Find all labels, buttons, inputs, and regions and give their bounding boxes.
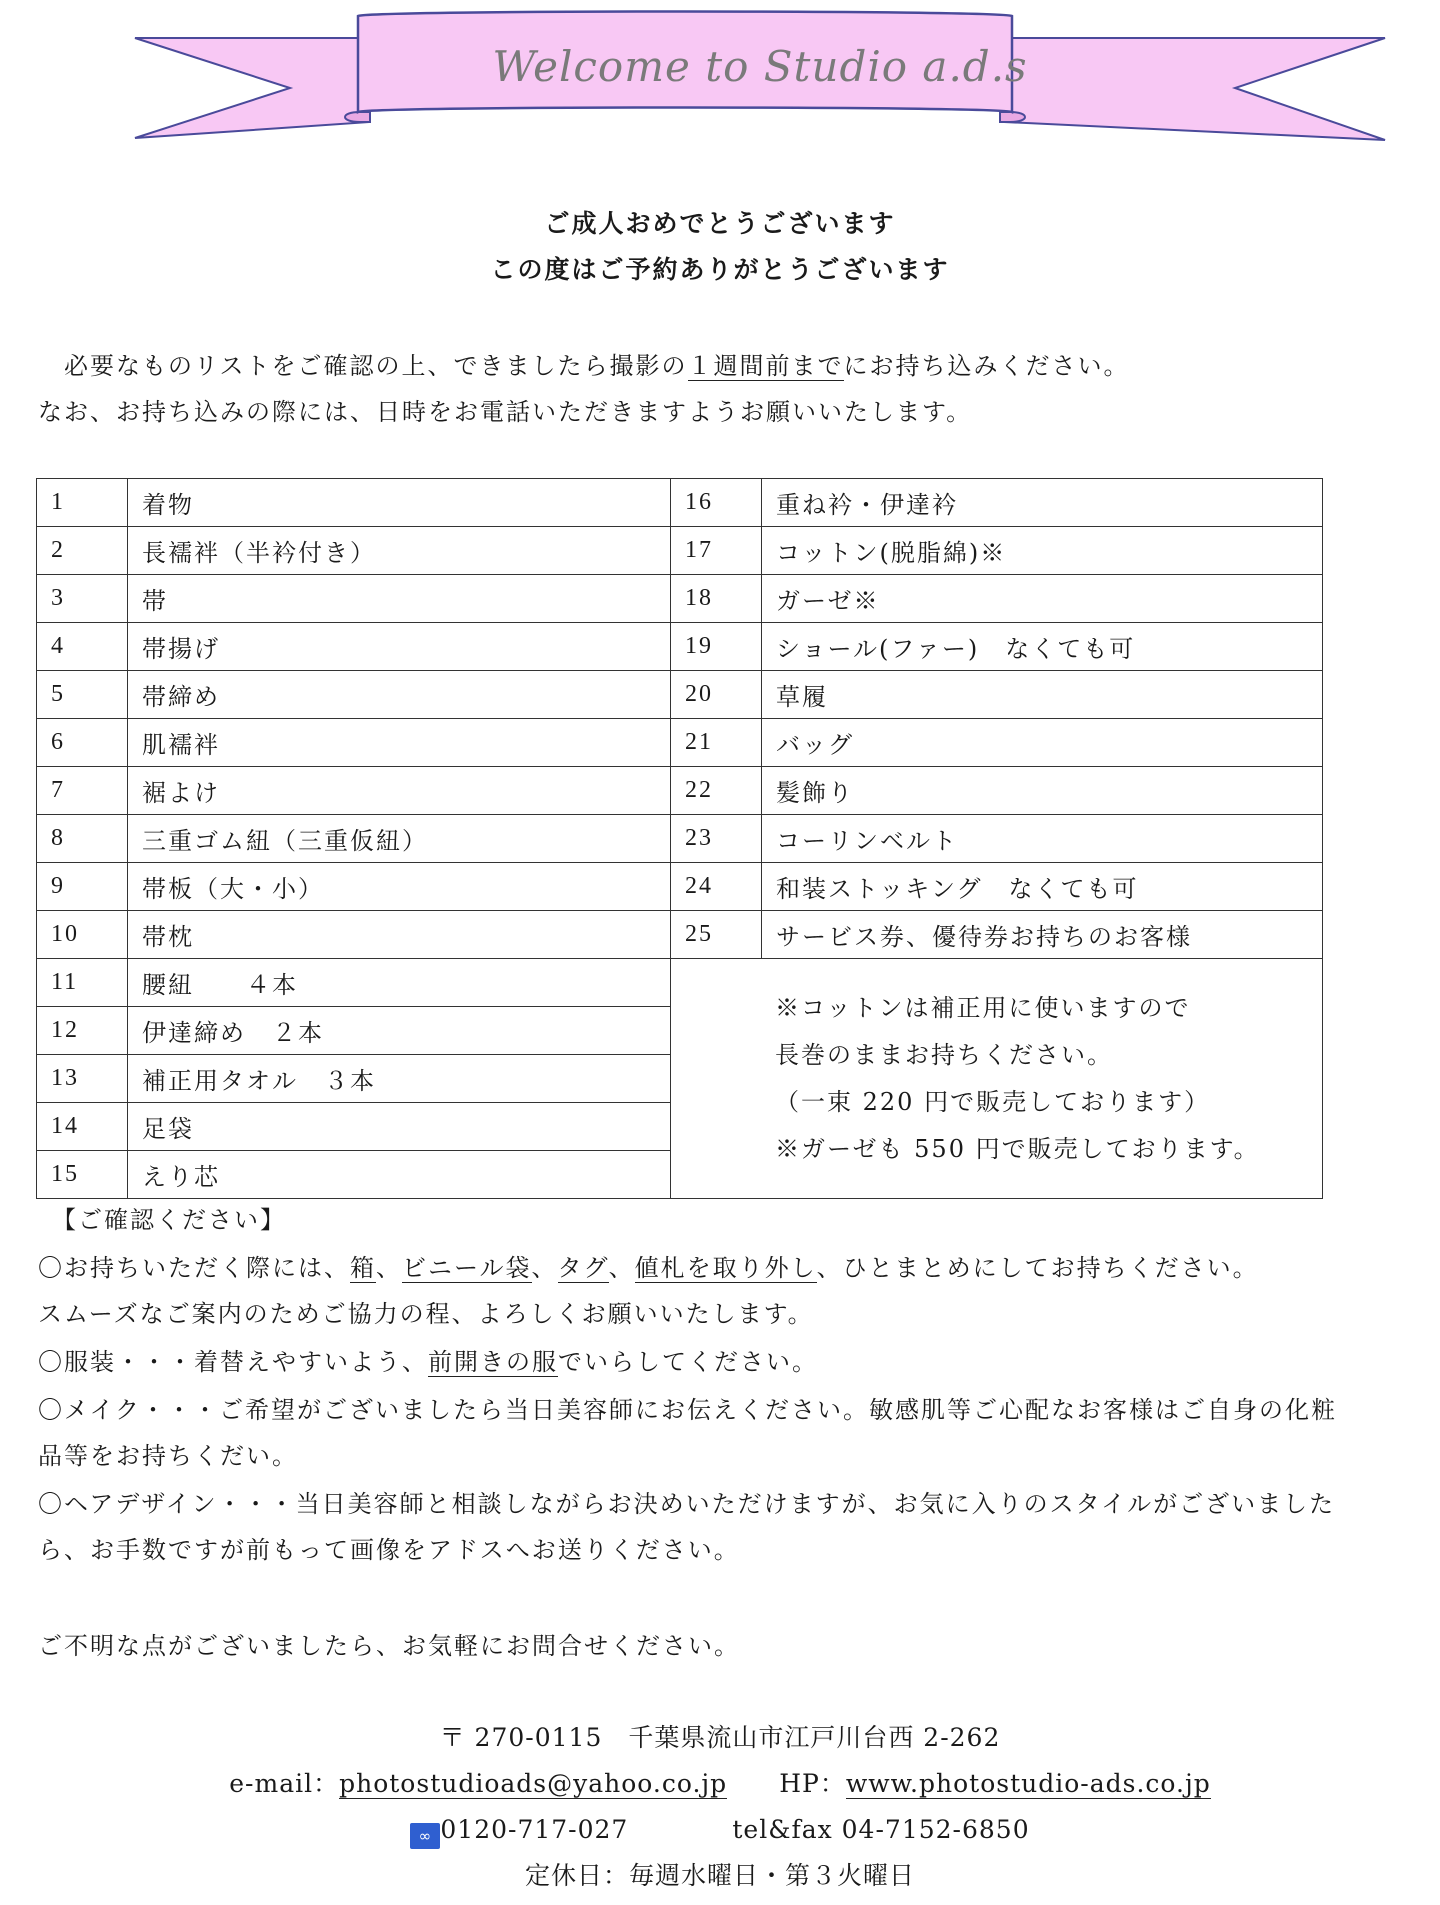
- item-name: 和装ストッキング なくても可: [762, 863, 1323, 911]
- item-name: ガーゼ※: [762, 575, 1323, 623]
- table-row: [37, 911, 1323, 959]
- item-number: 23: [671, 815, 762, 863]
- item-name: 帯: [128, 575, 671, 623]
- item-name: 伊達締め ２本: [128, 1007, 671, 1055]
- table-row: [37, 767, 1323, 815]
- telfax-number[interactable]: tel&fax 04-7152-6850: [732, 1815, 1030, 1844]
- note-line: ※コットンは補正用に使いますので: [775, 993, 1191, 1022]
- item-number: 8: [37, 815, 128, 863]
- confirm-line-7: ら、お手数ですが前もって画像をアドスへお送りください。: [38, 1536, 740, 1564]
- item-number: 18: [671, 575, 762, 623]
- item-name: 重ね衿・伊達衿: [762, 479, 1323, 527]
- note-line: 長巻のままお持ちください。: [775, 1040, 1113, 1069]
- item-number: 10: [37, 911, 128, 959]
- note-line: ※ガーゼも 550 円で販売しております。: [775, 1134, 1260, 1163]
- item-name: えり芯: [128, 1151, 671, 1199]
- items-table: [36, 478, 1323, 1199]
- item-name: 髪飾り: [762, 767, 1323, 815]
- item-number: 5: [37, 671, 128, 719]
- greeting-line-2: この度はご予約ありがとうございます: [490, 255, 950, 284]
- email-link[interactable]: photostudioads@yahoo.co.jp: [339, 1769, 728, 1798]
- item-number: 21: [671, 719, 762, 767]
- item-number: 24: [671, 863, 762, 911]
- ribbon-left-tail: [135, 38, 370, 138]
- item-name: 帯締め: [128, 671, 671, 719]
- confirm-title: 【ご確認ください】: [38, 1206, 286, 1234]
- item-name: 三重ゴム紐（三重仮紐）: [128, 815, 671, 863]
- item-name: 帯枕: [128, 911, 671, 959]
- item-number: 16: [671, 479, 762, 527]
- deadline-underlined: １週間前まで: [687, 352, 844, 380]
- email-label: e-mail：: [229, 1769, 340, 1798]
- item-name: 帯板（大・小）: [128, 863, 671, 911]
- intro-line-1: [38, 346, 1130, 381]
- intro-line-2: なお、お持ち込みの際には、日時をお電話いただきますようお願いいたします。: [38, 398, 973, 426]
- freedial-icon: ∞: [410, 1823, 440, 1849]
- freedial-number[interactable]: 0120-717-027: [440, 1815, 629, 1844]
- footer-contact: [0, 1764, 1440, 1800]
- item-number: 7: [37, 767, 128, 815]
- confirm-line-2: スムーズなご案内のためご協力の程、よろしくお願いいたします。: [38, 1300, 814, 1328]
- table-row: [37, 719, 1323, 767]
- item-name: 着物: [128, 479, 671, 527]
- item-number: 6: [37, 719, 128, 767]
- underlined-price-tag: 値札を取り外し: [634, 1254, 817, 1282]
- note-line: （一束 220 円で販売しております）: [775, 1087, 1211, 1116]
- item-name: サービス券、優待券お持ちのお客様: [762, 911, 1323, 959]
- item-name: 補正用タオル ３本: [128, 1055, 671, 1103]
- confirm-text: でいらしてください。: [558, 1348, 818, 1376]
- item-name: コットン(脱脂綿)※: [762, 527, 1323, 575]
- banner-title: Welcome to Studio a.d.s: [492, 42, 1028, 91]
- confirm-line-6: 〇ヘアデザイン・・・当日美容師と相談しながらお決めいただけますが、お気に入りのスタイルがございました: [38, 1490, 1336, 1518]
- confirm-text: 、: [608, 1254, 635, 1282]
- hp-label: HP：: [779, 1769, 846, 1798]
- item-number: 9: [37, 863, 128, 911]
- confirm-line-3: [38, 1342, 818, 1377]
- table-row: [37, 527, 1323, 575]
- underlined-tag: タグ: [557, 1254, 609, 1282]
- item-number: 4: [37, 623, 128, 671]
- confirm-text: 〇服装・・・着替えやすいよう、: [38, 1348, 428, 1376]
- item-number: 15: [37, 1151, 128, 1199]
- confirm-text: 、: [531, 1254, 558, 1282]
- intro-text: にお持ち込みください。: [843, 352, 1130, 380]
- hp-link[interactable]: www.photostudio-ads.co.jp: [845, 1769, 1211, 1798]
- contact-prompt: ご不明な点がございましたら、お気軽にお問合せください。: [38, 1632, 740, 1660]
- notes-cell: [671, 959, 1323, 1199]
- confirm-text: 〇お持ちいただく際には、: [38, 1254, 350, 1282]
- table-row: [37, 815, 1323, 863]
- underlined-vinyl-bag: ビニール袋: [402, 1254, 532, 1282]
- table-row: [37, 671, 1323, 719]
- footer-holiday: 定休日：毎週水曜日・第３火曜日: [524, 1861, 915, 1890]
- confirm-text: 、: [376, 1254, 402, 1282]
- item-name: コーリンベルト: [762, 815, 1323, 863]
- item-number: 2: [37, 527, 128, 575]
- table-row: [37, 959, 1323, 1007]
- item-name: 裾よけ: [128, 767, 671, 815]
- footer-phone: [0, 1810, 1440, 1849]
- item-number: 1: [37, 479, 128, 527]
- item-number: 17: [671, 527, 762, 575]
- confirm-line-4: 〇メイク・・・ご希望がございましたら当日美容師にお伝えください。敏感肌等ご心配なお客様はご自身の化粧: [38, 1396, 1338, 1424]
- item-number: 20: [671, 671, 762, 719]
- item-number: 25: [671, 911, 762, 959]
- greeting-line-1: ご成人おめでとうございます: [544, 209, 896, 238]
- item-number: 12: [37, 1007, 128, 1055]
- item-number: 14: [37, 1103, 128, 1151]
- item-name: 帯揚げ: [128, 623, 671, 671]
- item-name: 長襦袢（半衿付き）: [128, 527, 671, 575]
- intro-text: 必要なものリストをご確認の上、できましたら撮影の: [38, 352, 688, 380]
- confirm-line-5: 品等をお持ちくだい。: [38, 1442, 298, 1470]
- item-name: 肌襦袢: [128, 719, 671, 767]
- item-name: 腰紐 ４本: [128, 959, 671, 1007]
- item-number: 19: [671, 623, 762, 671]
- footer-address: 〒 270-0115 千葉県流山市江戸川台西 2-262: [439, 1723, 1001, 1752]
- item-number: 11: [37, 959, 128, 1007]
- underlined-front-open: 前開きの服: [428, 1348, 558, 1376]
- table-row: [37, 575, 1323, 623]
- table-row: [37, 623, 1323, 671]
- underlined-box: 箱: [350, 1254, 376, 1282]
- confirm-line-1: [38, 1248, 1259, 1283]
- item-number: 22: [671, 767, 762, 815]
- item-name: バッグ: [762, 719, 1323, 767]
- item-name: ショール(ファー) なくても可: [762, 623, 1323, 671]
- item-number: 3: [37, 575, 128, 623]
- confirm-text: 、ひとまとめにしてお持ちください。: [816, 1254, 1259, 1282]
- table-row: [37, 863, 1323, 911]
- item-name: 足袋: [128, 1103, 671, 1151]
- item-name: 草履: [762, 671, 1323, 719]
- table-row: [37, 479, 1323, 527]
- item-number: 13: [37, 1055, 128, 1103]
